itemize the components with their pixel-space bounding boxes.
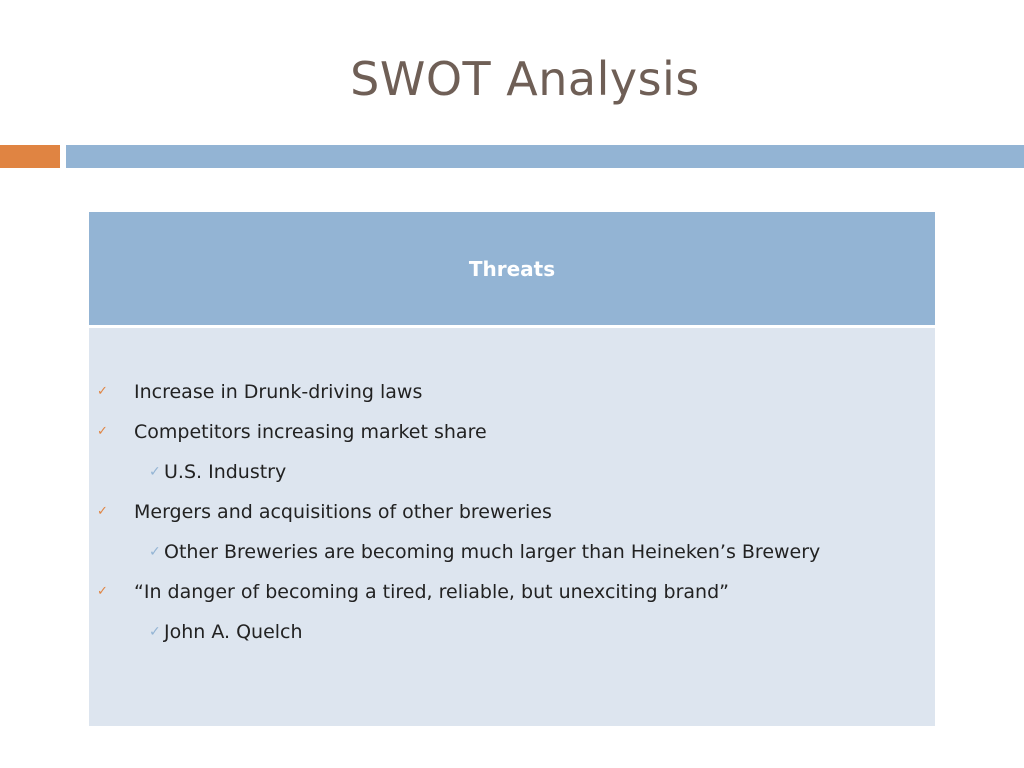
- check-icon: ✓: [149, 464, 161, 480]
- threats-table: [89, 212, 935, 726]
- list-item: [89, 572, 935, 612]
- sub-list-item: [89, 532, 935, 572]
- check-icon: ✓: [97, 504, 108, 519]
- list-item-text: Mergers and acquisitions of other breweries: [134, 501, 552, 523]
- list-item-text: Increase in Drunk-driving laws: [134, 381, 423, 403]
- accent-bar-blue: [66, 145, 1024, 168]
- table-body: [89, 328, 935, 726]
- sub-list-item-text: John A. Quelch: [164, 621, 303, 643]
- sub-list-item-text: U.S. Industry: [164, 461, 287, 483]
- check-icon: ✓: [97, 584, 108, 599]
- list-item: [89, 372, 935, 412]
- list-item-text: Competitors increasing market share: [134, 421, 487, 443]
- accent-bar-orange: [0, 145, 60, 168]
- check-icon: ✓: [97, 424, 108, 439]
- slide-title: SWOT Analysis: [350, 52, 700, 106]
- list-item: [89, 412, 935, 452]
- check-icon: ✓: [149, 544, 161, 560]
- list-item-text: “In danger of becoming a tired, reliable, but unexciting brand”: [134, 581, 730, 603]
- sub-list-item: [89, 452, 935, 492]
- sub-list-item-text: Other Breweries are becoming much larger than Heineken’s Brewery: [164, 541, 821, 563]
- check-icon: ✓: [97, 384, 108, 399]
- list-item: [89, 492, 935, 532]
- check-icon: ✓: [149, 624, 161, 640]
- threats-list: [89, 372, 935, 652]
- table-header: Threats: [89, 212, 935, 325]
- sub-list-item: [89, 612, 935, 652]
